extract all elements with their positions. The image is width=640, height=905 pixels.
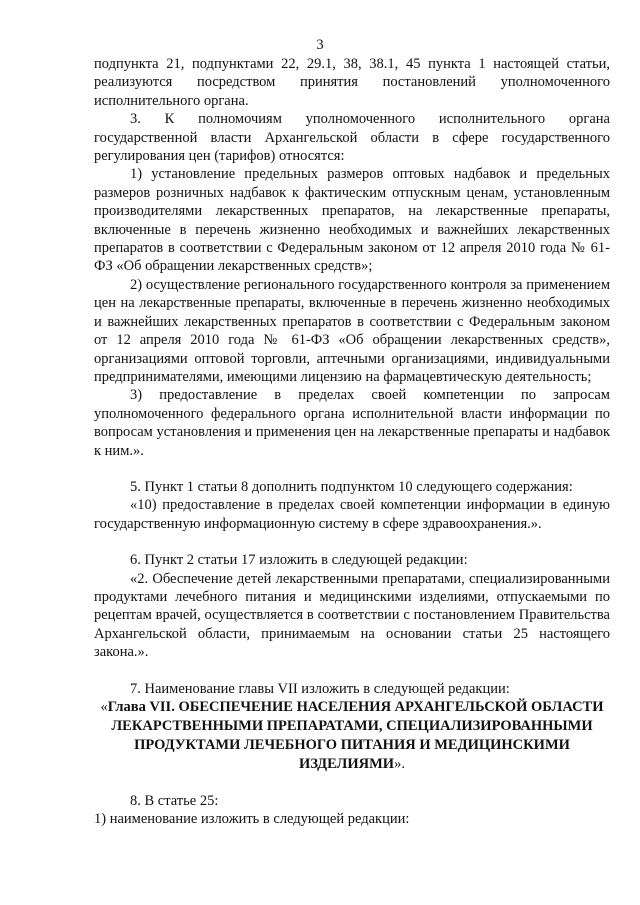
- chapter-heading: [94, 698, 610, 774]
- paragraph-item-8: 8. В статье 25:: [130, 793, 219, 809]
- paragraph-item-7: 7. Наименование главы VII изложить в следующей редакции:: [130, 680, 510, 697]
- paragraph-subitem-3: 3) предоставление в пределах своей компетенции по запросам уполномоченного федерального органа исполнительной власти информации по вопросам установления и применения цен на лекарственные препараты и надбавок к ним.».: [94, 387, 610, 459]
- spacer: [94, 774, 610, 792]
- document-body: [94, 55, 610, 829]
- spacer: [94, 662, 610, 680]
- paragraph-item-5-text: «10) предоставление в пределах своей компетенции информации в единую государственную информационную систему в сфере здравоохранения.».: [94, 497, 610, 532]
- paragraph-item-6: 6. Пункт 2 статьи 17 изложить в следующей редакции:: [130, 552, 468, 569]
- paragraph-subitem-2: 2) осуществление регионального государственного контроля за применением цен на лекарственные препараты, включенные в перечень жизненно необходимых и важнейших лекарственных препаратов в соответствии с Федеральным законом от 12 апреля 2010 года № 61-ФЗ «Об обращении лекарственных средств», организациями оптовой торговли, аптечными организациями, индивидуальными предпринимателями, имеющими лицензию на фармацевтическую деятельность;: [94, 276, 610, 385]
- paragraph-item-8-1: 1) наименование изложить в следующей редакции:: [94, 811, 410, 828]
- paragraph-subitem-1: 1) установление предельных размеров оптовых надбавок и предельных размеров розничных надбавок к фактическим отпускным ценам, установленным производителями лекарственных препаратов, на лекарственные препараты, включенные в перечень жизненно необходимых и важнейших лекарственных препаратов в соответствии с Федеральным законом от 12 апреля 2010 года № 61-ФЗ «Об обращении лекарственных средств»;: [94, 166, 610, 275]
- paragraph-item-6-text: «2. Обеспечение детей лекарственными препаратами, специализированными продуктами лечебного питания и медицинскими изделиями, отпускаемыми по рецептам врачей, осуществляется в соответствии с постановлением Правительства Архангельской области, принимаемым на основании статьи 25 настоящего закона.».: [94, 570, 610, 661]
- paragraph-item-5: 5. Пункт 1 статьи 8 дополнить подпунктом 10 следующего содержания:: [130, 478, 573, 495]
- spacer: [94, 460, 610, 478]
- paragraph-continuation: подпункта 21, подпунктами 22, 29.1, 38, 38.1, 45 пункта 1 настоящей статьи, реализуются посредством принятия постановлений уполномоченного исполнительного органа.: [94, 56, 610, 109]
- paragraph-item-3: 3. К полномочиям уполномоченного исполнительного органа государственной власти Архангельской области в сфере государственного регулирования цен (тарифов) относятся:: [94, 111, 610, 165]
- spacer: [94, 533, 610, 551]
- page-number: 3: [316, 37, 324, 53]
- heading-close-quote: ».: [394, 756, 405, 772]
- heading-text: Глава VII. ОБЕСПЕЧЕНИЕ НАСЕЛЕНИЯ АРХАНГЕЛЬСКОЙ ОБЛАСТИ ЛЕКАРСТВЕННЫМИ ПРЕПАРАТАМИ, СПЕЦИАЛИЗИРОВАННЫМИ ПРОДУКТАМИ ЛЕЧЕБНОГО ПИТАНИЯ И МЕДИЦИНСКИМИ ИЗДЕЛИЯМИ: [107, 699, 604, 772]
- heading-open-quote: «: [100, 699, 108, 715]
